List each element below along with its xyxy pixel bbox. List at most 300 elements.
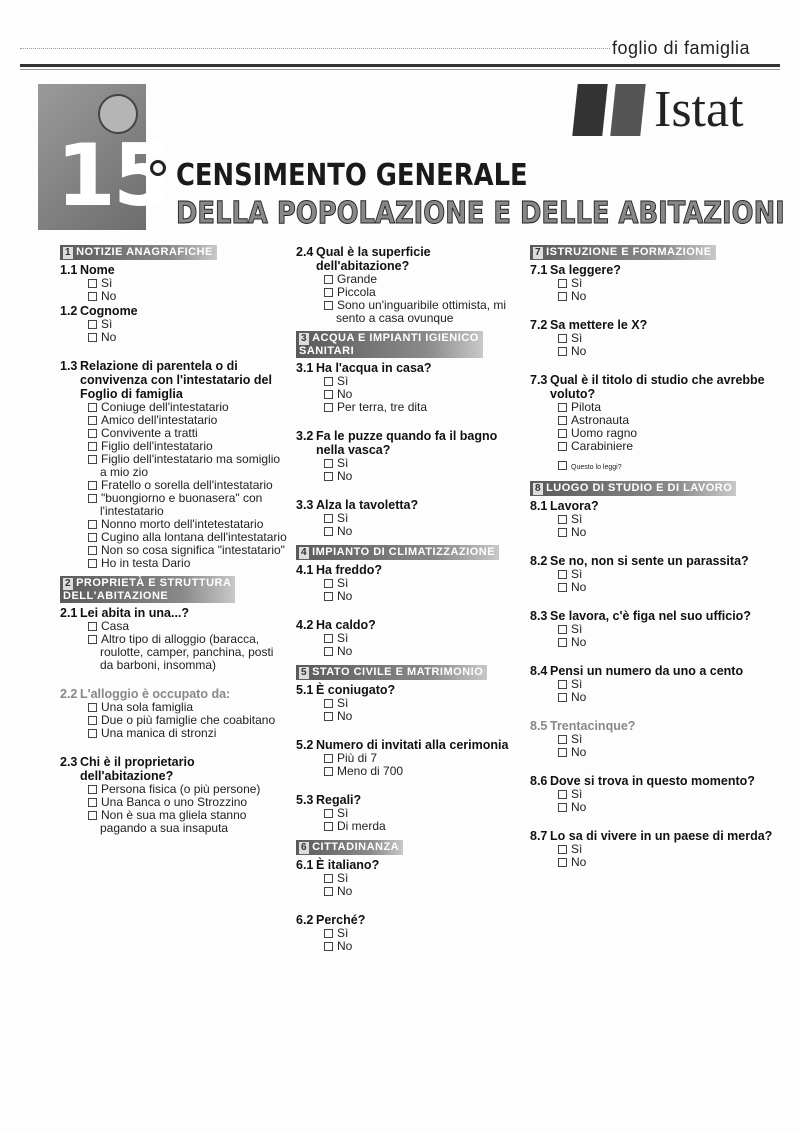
checkbox-option[interactable] xyxy=(296,401,526,414)
checkbox-icon[interactable] xyxy=(558,693,567,702)
checkbox-icon[interactable] xyxy=(324,929,333,938)
checkbox-icon[interactable] xyxy=(558,403,567,412)
checkbox-icon[interactable] xyxy=(558,638,567,647)
question-q7-1 xyxy=(530,263,780,303)
checkbox-option[interactable] xyxy=(60,277,290,290)
checkbox-option[interactable] xyxy=(60,318,290,331)
question-label xyxy=(60,606,290,620)
option-label: No xyxy=(101,289,117,303)
checkbox-option[interactable] xyxy=(296,885,526,898)
question-text: Regali? xyxy=(316,793,362,807)
section-header: 6 CITTADINANZA xyxy=(296,840,403,855)
question-label xyxy=(530,829,780,843)
option-label: Sì xyxy=(337,871,349,885)
checkbox-icon[interactable] xyxy=(88,520,97,529)
checkbox-option[interactable] xyxy=(60,727,290,740)
checkbox-icon[interactable] xyxy=(88,533,97,542)
question-text: Lavora? xyxy=(550,499,599,513)
checkbox-icon[interactable] xyxy=(324,754,333,763)
question-number: 8.3 xyxy=(530,609,548,623)
checkbox-icon[interactable] xyxy=(88,403,97,412)
option-label: Sì xyxy=(101,276,113,290)
option-label: "buongiorno e buonasera" con l'intestatario xyxy=(100,491,263,518)
option-label: Sì xyxy=(101,317,113,331)
question-q7-3 xyxy=(530,373,780,453)
checkbox-icon[interactable] xyxy=(324,288,333,297)
checkbox-option[interactable] xyxy=(530,332,780,345)
checkbox-icon[interactable] xyxy=(558,858,567,867)
question-label xyxy=(296,563,526,577)
question-q1-2 xyxy=(60,304,290,344)
option-label: No xyxy=(571,635,587,649)
checkbox-option[interactable] xyxy=(296,512,526,525)
checkbox-option[interactable] xyxy=(530,290,780,303)
question-q3-2 xyxy=(296,429,526,483)
question-q2-4 xyxy=(296,245,526,325)
option-label: No xyxy=(571,855,587,869)
checkbox-option[interactable] xyxy=(530,581,780,594)
option-label: Sì xyxy=(571,842,583,856)
question-text: Nome xyxy=(80,263,115,277)
checkbox-icon[interactable] xyxy=(558,845,567,854)
question-number: 3.1 xyxy=(296,361,314,375)
section-header: 3 ACQUA E IMPIANTI IGIENICO SANITARI xyxy=(296,331,483,358)
checkbox-icon[interactable] xyxy=(88,622,97,631)
column-1 xyxy=(60,244,290,835)
question-number: 5.3 xyxy=(296,793,314,807)
checkbox-option[interactable] xyxy=(530,801,780,814)
checkbox-option[interactable] xyxy=(296,645,526,658)
checkbox-icon[interactable] xyxy=(88,429,97,438)
checkbox-option[interactable] xyxy=(60,633,290,672)
checkbox-option[interactable] xyxy=(296,872,526,885)
option-label: No xyxy=(337,589,353,603)
option-label: Figlio dell'intestatario xyxy=(101,439,213,453)
checkbox-icon[interactable] xyxy=(88,416,97,425)
checkbox-icon[interactable] xyxy=(324,459,333,468)
question-q7-2 xyxy=(530,318,780,358)
checkbox-icon[interactable] xyxy=(324,301,333,310)
checkbox-option[interactable] xyxy=(530,526,780,539)
option-label: Nonno morto dell'intetestatario xyxy=(101,517,264,531)
checkbox-option[interactable] xyxy=(530,733,780,746)
question-number: 8.1 xyxy=(530,499,548,513)
question-text: Pensi un numero da uno a cento xyxy=(550,664,744,678)
question-label xyxy=(60,263,290,277)
section-header: 7 ISTRUZIONE E FORMAZIONE xyxy=(530,245,716,260)
question-number: 6.1 xyxy=(296,858,314,872)
option-label: No xyxy=(571,800,587,814)
checkbox-icon[interactable] xyxy=(324,887,333,896)
checkbox-option[interactable] xyxy=(530,788,780,801)
checkbox-icon[interactable] xyxy=(324,712,333,721)
checkbox-option[interactable] xyxy=(296,375,526,388)
checkbox-option[interactable] xyxy=(530,636,780,649)
option-label: No xyxy=(337,644,353,658)
question-text: L'alloggio è occupato da: xyxy=(80,687,231,701)
question-q1-3 xyxy=(60,359,290,570)
checkbox-icon[interactable] xyxy=(558,461,567,470)
checkbox-icon[interactable] xyxy=(88,292,97,301)
checkbox-option[interactable] xyxy=(530,678,780,691)
question-number: 4.2 xyxy=(296,618,314,632)
question-q5-3 xyxy=(296,793,526,833)
question-label xyxy=(296,793,526,807)
question-number: 1.2 xyxy=(60,304,78,318)
checkbox-option[interactable] xyxy=(530,427,780,440)
checkbox-icon[interactable] xyxy=(324,579,333,588)
checkbox-option[interactable] xyxy=(296,457,526,470)
option-label: Astronauta xyxy=(571,413,630,427)
option-label: Non è sua ma gliela stanno pagando a sua insaputa xyxy=(100,808,247,835)
checkbox-icon[interactable] xyxy=(88,546,97,555)
question-text: Ha l'acqua in casa? xyxy=(316,361,432,375)
option-label: Meno di 700 xyxy=(337,764,404,778)
option-label: Sì xyxy=(337,926,349,940)
option-label: Sì xyxy=(337,456,349,470)
checkbox-icon[interactable] xyxy=(324,942,333,951)
checkbox-option[interactable] xyxy=(530,440,780,453)
option-label: Sì xyxy=(337,696,349,710)
question-label xyxy=(530,664,780,678)
checkbox-icon[interactable] xyxy=(324,822,333,831)
question-number: 7.3 xyxy=(530,373,548,387)
checkbox-option[interactable] xyxy=(530,691,780,704)
checkbox-icon[interactable] xyxy=(558,334,567,343)
checkbox-icon[interactable] xyxy=(324,514,333,523)
question-q8-2 xyxy=(530,554,780,594)
question-label xyxy=(296,913,526,927)
checkbox-icon[interactable] xyxy=(558,442,567,451)
checkbox-icon[interactable] xyxy=(88,442,97,451)
option-label: No xyxy=(337,884,353,898)
section-header: 1 NOTIZIE ANAGRAFICHE xyxy=(60,245,217,260)
column-3 xyxy=(530,244,780,869)
checkbox-option[interactable] xyxy=(296,577,526,590)
checkbox-icon[interactable] xyxy=(88,455,97,464)
checkbox-option[interactable] xyxy=(296,927,526,940)
option-label: Una manica di stronzi xyxy=(101,726,217,740)
checkbox-icon[interactable] xyxy=(324,527,333,536)
option-label: Sì xyxy=(337,511,349,525)
checkbox-icon[interactable] xyxy=(558,292,567,301)
option-label: Cugino alla lontana dell'intestatario xyxy=(101,530,287,544)
question-text: Sa leggere? xyxy=(550,263,621,277)
checkbox-option[interactable] xyxy=(296,590,526,603)
checkbox-icon[interactable] xyxy=(88,716,97,725)
column-2 xyxy=(296,244,526,953)
option-label: Persona fisica (o più persone) xyxy=(101,782,261,796)
checkbox-icon[interactable] xyxy=(558,803,567,812)
option-label: Una Banca o uno Strozzino xyxy=(101,795,248,809)
question-number: 2.1 xyxy=(60,606,78,620)
checkbox-icon[interactable] xyxy=(558,748,567,757)
question-label xyxy=(296,498,526,512)
checkbox-option[interactable] xyxy=(530,459,780,474)
question-label xyxy=(296,738,526,752)
question-q8-4 xyxy=(530,664,780,704)
option-label: Sì xyxy=(337,374,349,388)
istat-logo-icon-2 xyxy=(610,84,645,136)
section-header: 5 STATO CIVILE E MATRIMONIO xyxy=(296,665,487,680)
checkbox-icon[interactable] xyxy=(558,625,567,634)
question-q8-1 xyxy=(530,499,780,539)
checkbox-icon[interactable] xyxy=(558,416,567,425)
option-label: No xyxy=(337,709,353,723)
checkbox-option[interactable] xyxy=(296,765,526,778)
question-number: 8.7 xyxy=(530,829,548,843)
checkbox-option[interactable] xyxy=(296,820,526,833)
checkbox-option[interactable] xyxy=(60,557,290,570)
checkbox-option[interactable] xyxy=(530,623,780,636)
checkbox-option[interactable] xyxy=(60,453,290,479)
question-q8-7 xyxy=(530,829,780,869)
checkbox-icon[interactable] xyxy=(88,320,97,329)
question-number: 2.3 xyxy=(60,755,78,769)
question-q8-5 xyxy=(530,719,780,759)
question-text: Relazione di parentela o di convivenza con l'intestatario del Foglio di famiglia xyxy=(80,359,272,401)
option-label: Figlio dell'intestatario ma somiglio a mio zio xyxy=(100,452,281,479)
page-title-line1: CENSIMENTO GENERALE xyxy=(176,158,528,193)
question-q5-1 xyxy=(296,683,526,723)
question-text: Qual è il titolo di studio che avrebbe voluto? xyxy=(550,373,765,401)
question-number: 8.5 xyxy=(530,719,548,733)
section-header: 2 PROPRIETÀ E STRUTTURA DELL'ABITAZIONE xyxy=(60,576,235,603)
edition-number: 15 xyxy=(56,126,170,226)
option-label: No xyxy=(571,344,587,358)
question-number: 4.1 xyxy=(296,563,314,577)
checkbox-option[interactable] xyxy=(296,807,526,820)
question-q1-1 xyxy=(60,263,290,303)
question-number: 7.1 xyxy=(530,263,548,277)
option-label: Ho in testa Dario xyxy=(101,556,191,570)
checkbox-option[interactable] xyxy=(60,290,290,303)
question-label xyxy=(530,373,780,401)
question-q5-2 xyxy=(296,738,526,778)
checkbox-option[interactable] xyxy=(296,940,526,953)
question-label xyxy=(296,618,526,632)
checkbox-icon[interactable] xyxy=(88,635,97,644)
checkbox-option[interactable] xyxy=(60,331,290,344)
checkbox-icon[interactable] xyxy=(324,390,333,399)
checkbox-option[interactable] xyxy=(296,697,526,710)
checkbox-option[interactable] xyxy=(530,401,780,414)
checkbox-icon[interactable] xyxy=(88,494,97,503)
question-number: 3.2 xyxy=(296,429,314,443)
question-number: 8.2 xyxy=(530,554,548,568)
checkbox-option[interactable] xyxy=(530,513,780,526)
option-label: Coniuge dell'intestatario xyxy=(101,400,229,414)
checkbox-option[interactable] xyxy=(530,277,780,290)
option-label: Sì xyxy=(571,677,583,691)
checkbox-icon[interactable] xyxy=(324,874,333,883)
question-q3-1 xyxy=(296,361,526,414)
question-number: 1.3 xyxy=(60,359,78,373)
checkbox-option[interactable] xyxy=(296,470,526,483)
checkbox-option[interactable] xyxy=(296,752,526,765)
question-text: Ha freddo? xyxy=(316,563,382,577)
option-label: Grande xyxy=(337,272,378,286)
checkbox-option[interactable] xyxy=(296,525,526,538)
option-label: Sì xyxy=(337,631,349,645)
checkbox-icon[interactable] xyxy=(324,699,333,708)
question-text: Perché? xyxy=(316,913,366,927)
question-number: 1.1 xyxy=(60,263,78,277)
option-label: No xyxy=(337,387,353,401)
checkbox-option[interactable] xyxy=(296,273,526,286)
question-q2-1 xyxy=(60,606,290,672)
option-label: Uomo ragno xyxy=(571,426,638,440)
checkbox-icon[interactable] xyxy=(324,377,333,386)
question-number: 7.2 xyxy=(530,318,548,332)
question-number: 6.2 xyxy=(296,913,314,927)
option-label: Fratello o sorella dell'intestatario xyxy=(101,478,273,492)
question-text: È coniugato? xyxy=(316,683,396,697)
checkbox-icon[interactable] xyxy=(88,703,97,712)
checkbox-option[interactable] xyxy=(530,568,780,581)
option-label: Sì xyxy=(571,512,583,526)
question-label xyxy=(296,683,526,697)
checkbox-icon[interactable] xyxy=(324,403,333,412)
option-label: No xyxy=(337,469,353,483)
option-label: Sì xyxy=(571,567,583,581)
checkbox-option[interactable] xyxy=(530,856,780,869)
question-q4-1 xyxy=(296,563,526,603)
question-text: Qual è la superficie dell'abitazione? xyxy=(316,245,431,273)
option-label: No xyxy=(337,524,353,538)
checkbox-icon[interactable] xyxy=(558,429,567,438)
option-label: Casa xyxy=(101,619,130,633)
checkbox-icon[interactable] xyxy=(324,767,333,776)
question-q3-3 xyxy=(296,498,526,538)
checkbox-icon[interactable] xyxy=(324,592,333,601)
checkbox-option[interactable] xyxy=(296,632,526,645)
istat-logo-text: Istat xyxy=(654,81,744,138)
question-q8-3 xyxy=(530,609,780,649)
checkbox-option[interactable] xyxy=(60,492,290,518)
question-label xyxy=(296,858,526,872)
option-label: Di merda xyxy=(337,819,386,833)
checkbox-icon[interactable] xyxy=(558,528,567,537)
checkbox-icon[interactable] xyxy=(88,279,97,288)
checkbox-icon[interactable] xyxy=(558,515,567,524)
question-label xyxy=(296,245,526,273)
question-label xyxy=(60,687,290,701)
checkbox-icon[interactable] xyxy=(88,729,97,738)
option-label: No xyxy=(571,745,587,759)
question-number: 5.2 xyxy=(296,738,314,752)
checkbox-icon[interactable] xyxy=(324,275,333,284)
checkbox-icon[interactable] xyxy=(88,559,97,568)
question-text: Dove si trova in questo momento? xyxy=(550,774,755,788)
option-label: Pilota xyxy=(571,400,602,414)
checkbox-option[interactable] xyxy=(296,710,526,723)
question-q6-2 xyxy=(296,913,526,953)
option-label: Sì xyxy=(571,622,583,636)
question-label xyxy=(530,719,780,733)
checkbox-option[interactable] xyxy=(296,299,526,325)
option-label: No xyxy=(571,289,587,303)
option-label: No xyxy=(571,690,587,704)
checkbox-icon[interactable] xyxy=(88,481,97,490)
question-text: Alza la tavoletta? xyxy=(316,498,419,512)
question-text: Fa le puzze quando fa il bagno nella vasca? xyxy=(316,429,498,457)
option-label: Sono un'inguaribile ottimista, mi sento a casa ovunque xyxy=(336,298,507,325)
question-text: È italiano? xyxy=(316,858,380,872)
option-label: Sì xyxy=(571,331,583,345)
checkbox-icon[interactable] xyxy=(558,735,567,744)
checkbox-icon[interactable] xyxy=(558,570,567,579)
question-q2-2 xyxy=(60,687,290,740)
question-number: 8.4 xyxy=(530,664,548,678)
option-label: Sì xyxy=(337,806,349,820)
top-dotted-line xyxy=(20,48,610,49)
question-label xyxy=(530,554,780,568)
question-q6-1 xyxy=(296,858,526,898)
checkbox-option[interactable] xyxy=(530,345,780,358)
checkbox-option[interactable] xyxy=(530,843,780,856)
question-label xyxy=(60,755,290,783)
checkbox-option[interactable] xyxy=(60,809,290,835)
section-header: 8 LUOGO DI STUDIO E DI LAVORO xyxy=(530,481,736,496)
checkbox-icon[interactable] xyxy=(324,634,333,643)
option-label: No xyxy=(101,330,117,344)
checkbox-icon[interactable] xyxy=(88,785,97,794)
question-number: 5.1 xyxy=(296,683,314,697)
checkbox-icon[interactable] xyxy=(558,347,567,356)
checkbox-icon[interactable] xyxy=(558,583,567,592)
checkbox-icon[interactable] xyxy=(558,279,567,288)
question-label xyxy=(60,359,290,401)
question-text: Se lavora, c'è figa nel suo ufficio? xyxy=(550,609,751,623)
checkbox-option[interactable] xyxy=(530,746,780,759)
checkbox-icon[interactable] xyxy=(558,680,567,689)
page-title-line2: DELLA POPOLAZIONE E DELLE ABITAZIONI xyxy=(176,196,785,231)
option-label: Amico dell'intestatario xyxy=(101,413,218,427)
question-label xyxy=(296,361,526,375)
option-label: Due o più famiglie che coabitano xyxy=(101,713,276,727)
question-label xyxy=(530,263,780,277)
checkbox-icon[interactable] xyxy=(324,472,333,481)
checkbox-icon[interactable] xyxy=(88,333,97,342)
option-label: Sì xyxy=(571,732,583,746)
checkbox-option[interactable] xyxy=(530,414,780,427)
checkbox-icon[interactable] xyxy=(88,798,97,807)
question-label xyxy=(296,429,526,457)
question-number: 3.3 xyxy=(296,498,314,512)
question-label xyxy=(530,609,780,623)
question-text: Sa mettere le X? xyxy=(550,318,648,332)
question-q8-6 xyxy=(530,774,780,814)
question-label xyxy=(60,304,290,318)
question-text: Lei abita in una...? xyxy=(80,606,190,620)
option-label: No xyxy=(337,939,353,953)
option-label: Per terra, tre dita xyxy=(337,400,428,414)
option-label: Una sola famiglia xyxy=(101,700,194,714)
form-type-label: foglio di famiglia xyxy=(612,38,751,58)
question-text: Numero di invitati alla cerimonia xyxy=(316,738,509,752)
option-label: No xyxy=(571,580,587,594)
checkbox-icon[interactable] xyxy=(88,811,97,820)
question-text: Cognome xyxy=(80,304,138,318)
checkbox-icon[interactable] xyxy=(324,647,333,656)
option-label: Sì xyxy=(337,576,349,590)
question-label xyxy=(530,774,780,788)
checkbox-icon[interactable] xyxy=(324,809,333,818)
checkbox-icon[interactable] xyxy=(558,790,567,799)
question-text: Ha caldo? xyxy=(316,618,376,632)
option-label: Più di 7 xyxy=(337,751,378,765)
